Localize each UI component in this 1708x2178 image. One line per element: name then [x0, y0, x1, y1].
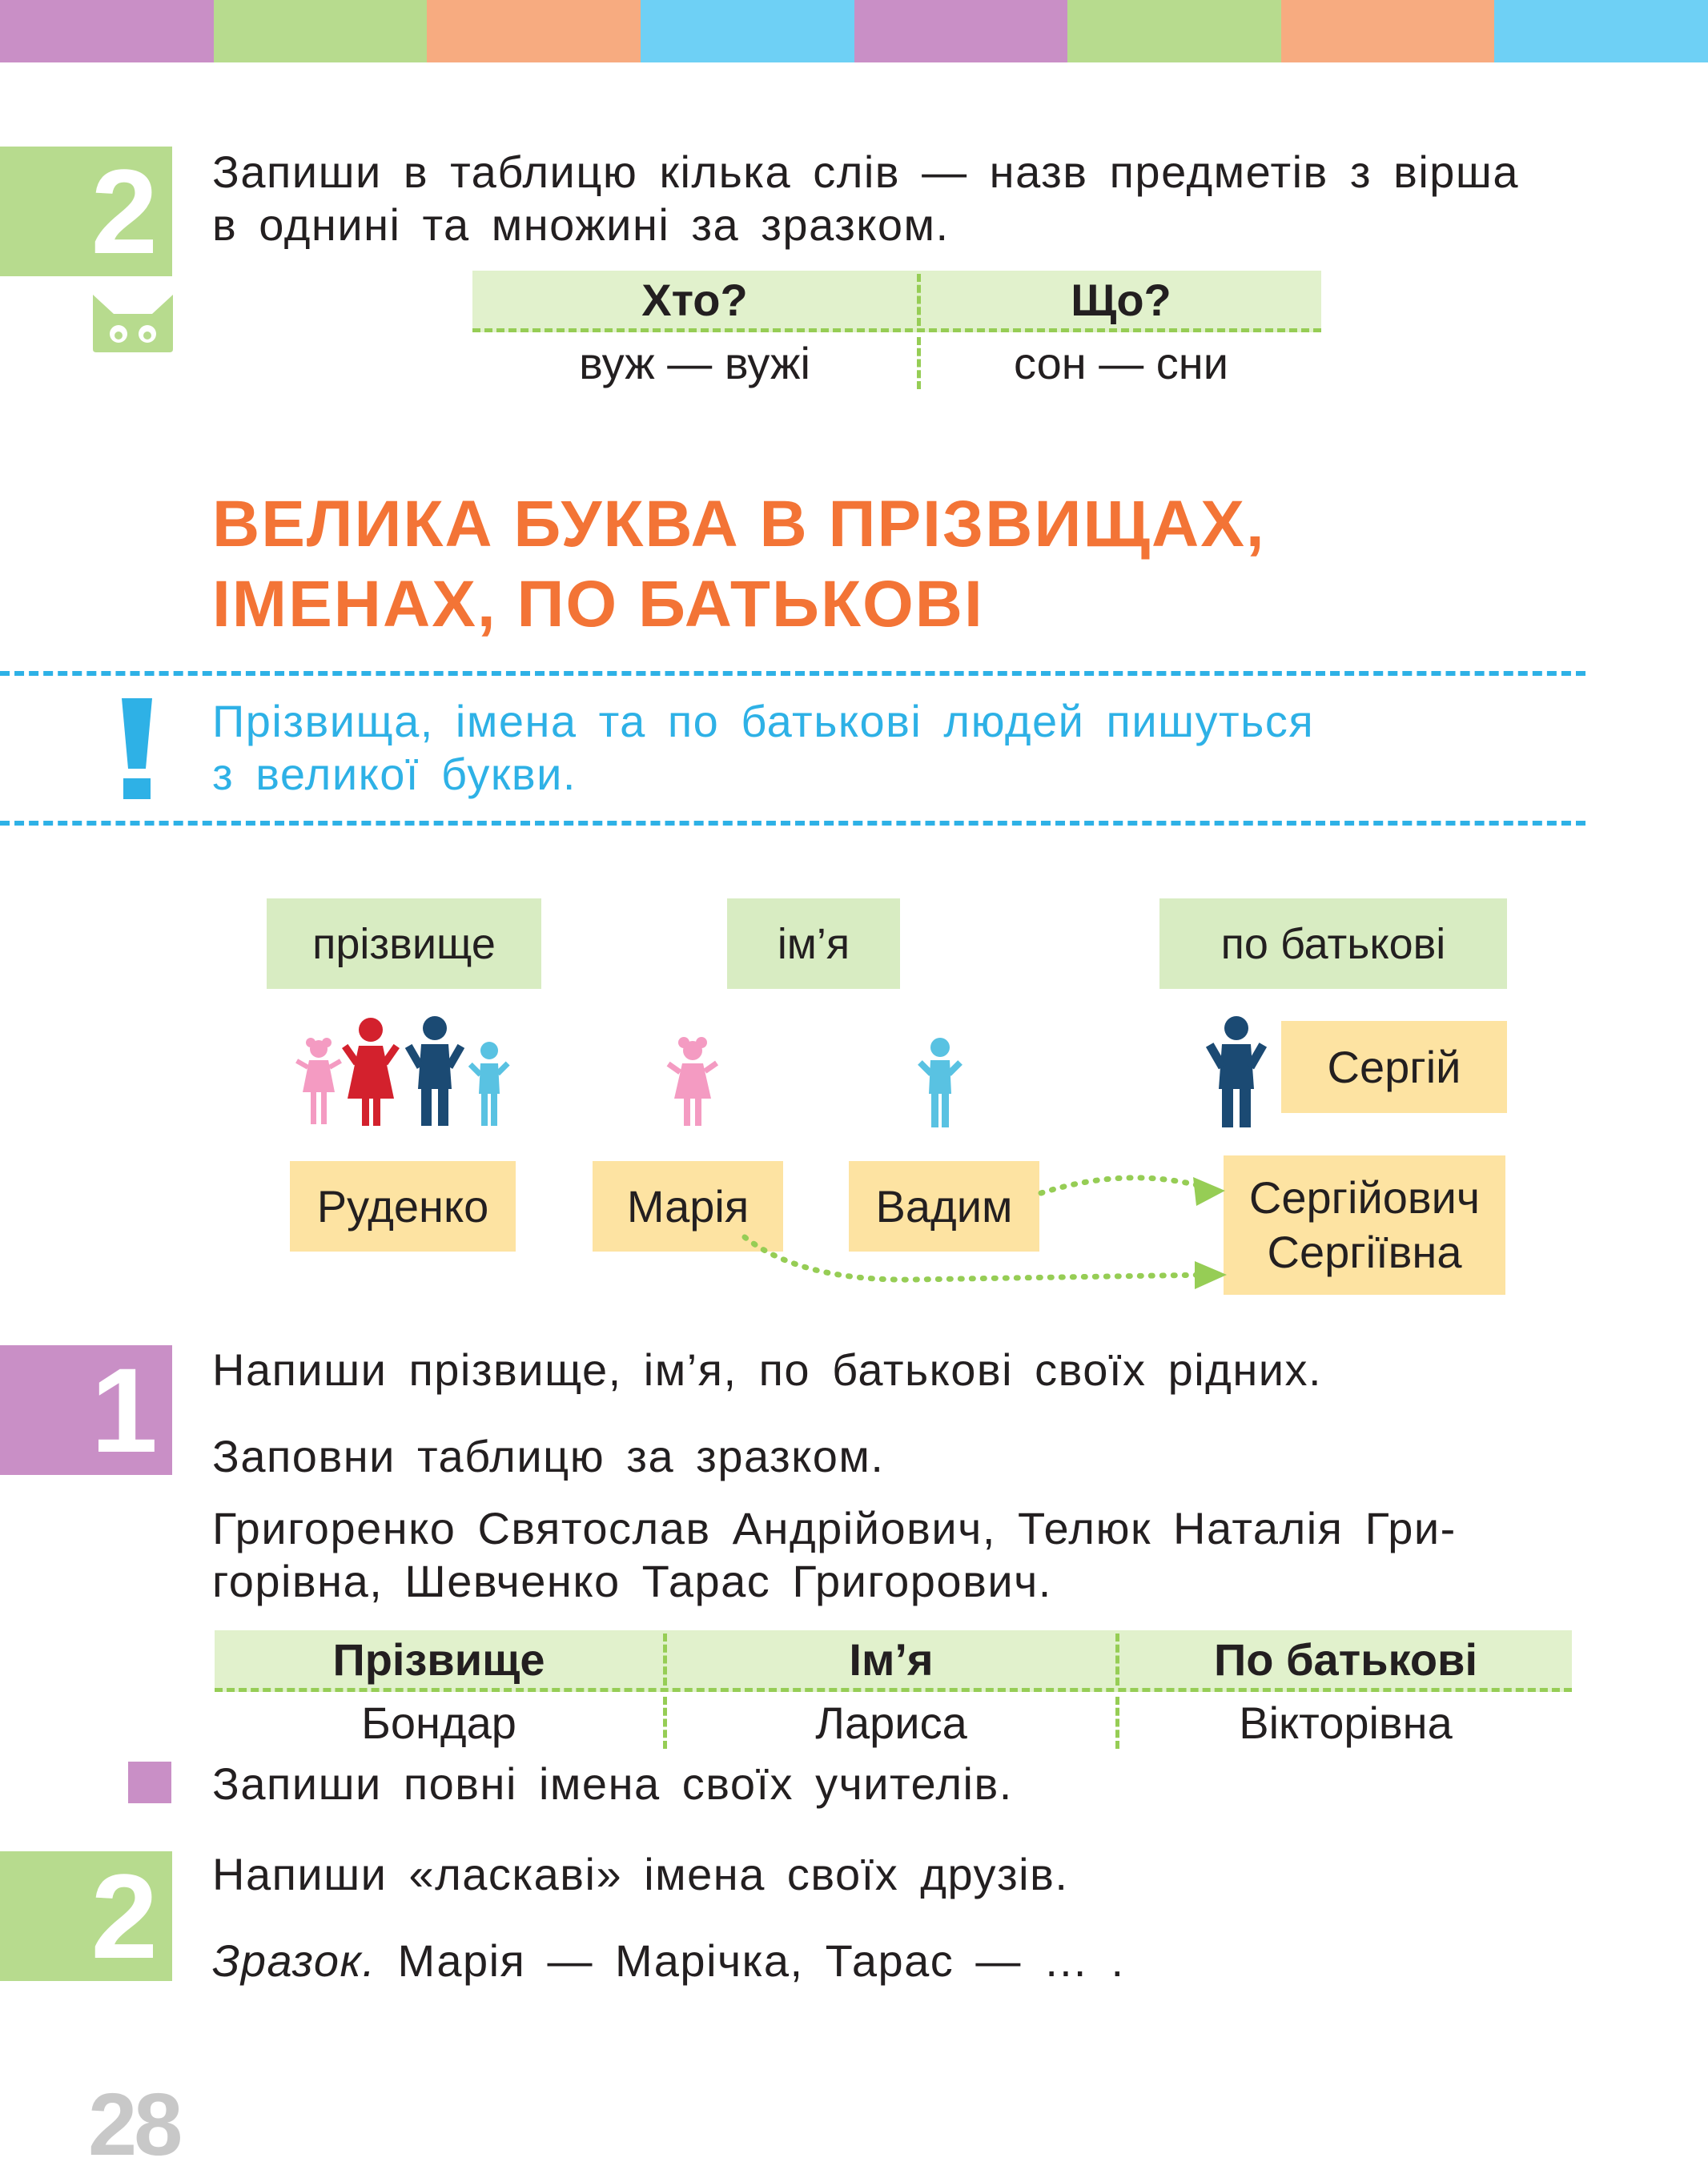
exercise-2b-task: Напиши «ласкаві» імена своїх друзів.: [212, 1849, 1069, 1899]
page-number: 28: [88, 2076, 180, 2174]
exercise-number: 1: [90, 1343, 158, 1477]
instruction-line: в однині та множині за зразком.: [212, 199, 950, 250]
exercise-number: 2: [90, 144, 158, 279]
exercise-number: 2: [90, 1849, 158, 1983]
patronymic-male: Сергійович: [1248, 1172, 1481, 1223]
header-cell: По батькові: [1213, 1634, 1478, 1685]
sample-text: Марія — Марічка, Тарас — … .: [397, 1935, 1125, 1986]
sample-label: Зразок.: [212, 1935, 376, 1986]
father-name-card: Сергій: [1281, 1021, 1507, 1113]
exercise-number-badge: [0, 1345, 172, 1475]
header-cell: Що?: [1071, 274, 1171, 325]
label-patronymic: по батькові: [1159, 898, 1507, 989]
arrowhead-icon: [1195, 1261, 1227, 1289]
exercise-2b-sample: [212, 1935, 1606, 1987]
header-cell: Прізвище: [215, 1634, 667, 1686]
names-table: [215, 1630, 1572, 1753]
table-cell: Лариса: [667, 1697, 1119, 1749]
heading-line: ІМЕНАХ, ПО БАТЬКОВІ: [212, 568, 984, 641]
table-cell: Бондар: [215, 1697, 667, 1749]
names-line: Григоренко Святослав Андрійович, Телюк Наталія Гри-: [212, 1503, 1457, 1553]
arrow-girl-to-female-patronymic: [745, 1237, 1209, 1280]
names-line: горівна, Шевченко Тарас Григорович.: [212, 1556, 1052, 1606]
arrow-boy-to-male-patronymic: [1041, 1178, 1209, 1193]
heading-line: ВЕЛИКА БУКВА В ПРІЗВИЩАХ,: [212, 488, 1266, 561]
exercise-1-task-1: Напиши прізвище, ім’я, по батькові своїх рідних.: [212, 1344, 1323, 1395]
arrowhead-icon: [1193, 1177, 1225, 1206]
surname-card: Руденко: [290, 1161, 516, 1252]
table-cell: Вікторівна: [1239, 1697, 1453, 1748]
header-cell: Ім’я: [667, 1634, 1119, 1686]
header-cell: Хто?: [472, 274, 921, 326]
exercise-1-names: [212, 1502, 1606, 1608]
instruction-line: Запиши в таблицю кілька слів — назв предметів з вірша: [212, 147, 1519, 197]
table-header: [215, 1630, 1572, 1692]
patronymic-female: Сергіївна: [1267, 1227, 1462, 1277]
boy-name-card: Вадим: [849, 1161, 1039, 1252]
table-cell: сон — сни: [1013, 337, 1229, 388]
table-row: [215, 1692, 1572, 1753]
extra-task: Запиши повні імена своїх учителів.: [212, 1758, 1013, 1809]
exercise-1-task-2: Заповни таблицю за зразком.: [212, 1431, 885, 1481]
table-cell: вуж — вужі: [472, 337, 921, 389]
rule-line: Прізвища, імена та по батькові людей пишуться: [212, 696, 1315, 746]
girl-name-card: Марія: [593, 1161, 783, 1252]
label-name: ім’я: [727, 898, 900, 989]
extra-task-square-icon: [128, 1762, 171, 1803]
rule-line: з великої букви.: [212, 749, 577, 799]
exercise-number-badge: [0, 1851, 172, 1981]
label-surname: прізвище: [267, 898, 541, 989]
